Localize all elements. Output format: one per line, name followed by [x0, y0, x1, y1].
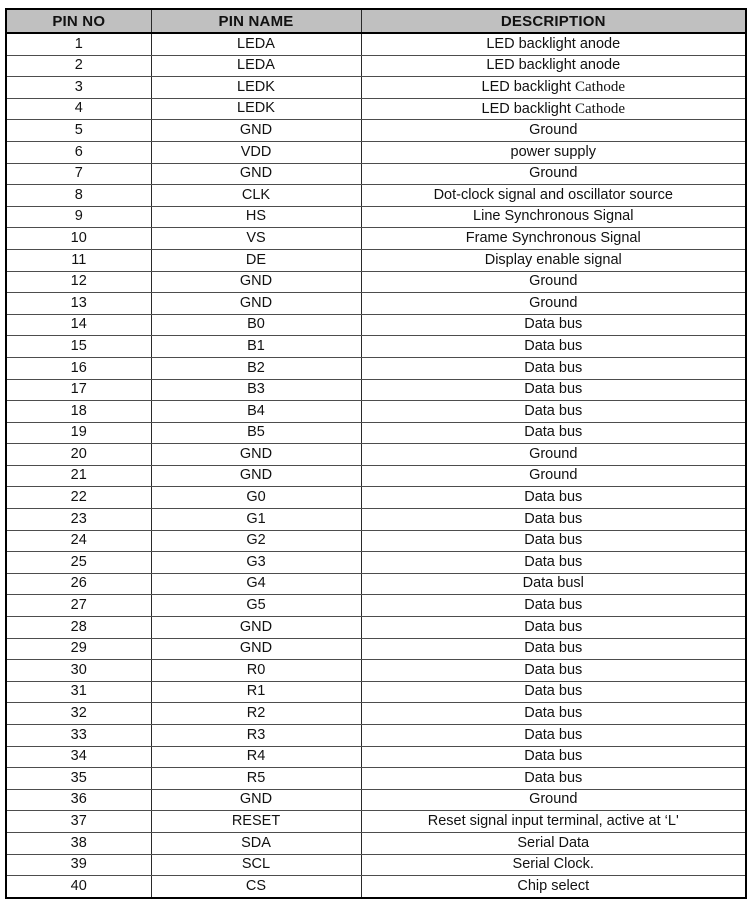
pin-no-cell: 19	[6, 422, 151, 444]
description-cell: Data bus	[361, 681, 746, 703]
description-cell: Data bus	[361, 487, 746, 509]
pin-name-cell: R2	[151, 703, 361, 725]
pin-name-cell: GND	[151, 638, 361, 660]
table-row	[6, 271, 746, 293]
pin-name-cell: R1	[151, 681, 361, 703]
description-cell: Data busl	[361, 573, 746, 595]
description-cell: Chip select	[361, 876, 746, 898]
table-row	[6, 33, 746, 55]
description-cell: Frame Synchronous Signal	[361, 228, 746, 250]
description-cell	[361, 77, 746, 99]
pin-no-cell: 37	[6, 811, 151, 833]
description-cell: Dot-clock signal and oscillator source	[361, 185, 746, 207]
table-row	[6, 98, 746, 120]
pin-name-cell: SCL	[151, 854, 361, 876]
column-header-description: DESCRIPTION	[361, 9, 746, 33]
description-cell: Data bus	[361, 401, 746, 423]
pin-no-cell: 23	[6, 509, 151, 531]
pin-no-cell: 21	[6, 465, 151, 487]
description-text: LED backlight	[481, 79, 571, 96]
pin-no-cell: 34	[6, 746, 151, 768]
pin-no-cell: 8	[6, 185, 151, 207]
table-row	[6, 77, 746, 99]
pin-no-cell: 22	[6, 487, 151, 509]
pin-no-cell: 9	[6, 206, 151, 228]
pin-no-cell: 32	[6, 703, 151, 725]
table-row	[6, 357, 746, 379]
description-cell: Data bus	[361, 314, 746, 336]
pin-name-cell: R0	[151, 660, 361, 682]
description-text: LED backlight	[481, 100, 571, 117]
table-row	[6, 552, 746, 574]
description-cell: Ground	[361, 163, 746, 185]
pin-name-cell: G4	[151, 573, 361, 595]
pin-no-cell: 33	[6, 725, 151, 747]
description-cell	[361, 98, 746, 120]
pin-name-cell: G2	[151, 530, 361, 552]
description-cell: Data bus	[361, 703, 746, 725]
pin-no-cell: 12	[6, 271, 151, 293]
pin-name-cell: CS	[151, 876, 361, 898]
description-text-serif: Cathode	[575, 79, 625, 96]
table-row	[6, 163, 746, 185]
pin-no-cell: 40	[6, 876, 151, 898]
pin-no-cell: 30	[6, 660, 151, 682]
description-cell: Ground	[361, 789, 746, 811]
pin-no-cell: 1	[6, 33, 151, 55]
description-cell: Ground	[361, 465, 746, 487]
table-row	[6, 876, 746, 898]
pin-name-cell: G3	[151, 552, 361, 574]
pin-name-cell: G0	[151, 487, 361, 509]
table-row	[6, 681, 746, 703]
pin-description-table	[5, 8, 747, 899]
table-row	[6, 832, 746, 854]
table-row	[6, 509, 746, 531]
pin-no-cell: 39	[6, 854, 151, 876]
table-row	[6, 595, 746, 617]
pin-no-cell: 10	[6, 228, 151, 250]
description-cell: Data bus	[361, 768, 746, 790]
table-row	[6, 465, 746, 487]
pin-name-cell: VDD	[151, 141, 361, 163]
pin-name-cell: GND	[151, 163, 361, 185]
pin-no-cell: 26	[6, 573, 151, 595]
pin-name-cell: GND	[151, 120, 361, 142]
description-cell: Data bus	[361, 357, 746, 379]
table-row	[6, 401, 746, 423]
table-row	[6, 293, 746, 315]
pin-no-cell: 18	[6, 401, 151, 423]
description-cell: Reset signal input terminal, active at ‘L'	[361, 811, 746, 833]
pin-name-cell: GND	[151, 617, 361, 639]
table-row	[6, 660, 746, 682]
pin-no-cell: 24	[6, 530, 151, 552]
pin-name-cell: GND	[151, 465, 361, 487]
pin-name-cell: R5	[151, 768, 361, 790]
description-cell: Data bus	[361, 725, 746, 747]
pin-name-cell: GND	[151, 293, 361, 315]
description-cell: Data bus	[361, 660, 746, 682]
table-row	[6, 185, 746, 207]
description-cell: Serial Data	[361, 832, 746, 854]
pin-no-cell: 36	[6, 789, 151, 811]
pin-name-cell: R3	[151, 725, 361, 747]
pin-name-cell: LEDA	[151, 33, 361, 55]
description-cell: Serial Clock.	[361, 854, 746, 876]
pin-no-cell: 28	[6, 617, 151, 639]
pin-no-cell: 14	[6, 314, 151, 336]
pin-no-cell: 38	[6, 832, 151, 854]
pin-name-cell: B5	[151, 422, 361, 444]
table-row	[6, 703, 746, 725]
description-cell: LED backlight anode	[361, 33, 746, 55]
table-row	[6, 617, 746, 639]
pin-no-cell: 11	[6, 249, 151, 271]
pin-name-cell: VS	[151, 228, 361, 250]
pin-no-cell: 25	[6, 552, 151, 574]
pin-name-cell: CLK	[151, 185, 361, 207]
pin-no-cell: 31	[6, 681, 151, 703]
description-cell: Data bus	[361, 422, 746, 444]
pin-name-cell: SDA	[151, 832, 361, 854]
pin-name-cell: G1	[151, 509, 361, 531]
description-cell: Data bus	[361, 638, 746, 660]
table-row	[6, 444, 746, 466]
pin-name-cell: B2	[151, 357, 361, 379]
pin-name-cell: R4	[151, 746, 361, 768]
table-row	[6, 768, 746, 790]
pin-name-cell: B0	[151, 314, 361, 336]
description-cell: Data bus	[361, 595, 746, 617]
pin-name-cell: B3	[151, 379, 361, 401]
table-row	[6, 811, 746, 833]
table-row	[6, 228, 746, 250]
table-row	[6, 206, 746, 228]
description-cell: Data bus	[361, 379, 746, 401]
pin-no-cell: 3	[6, 77, 151, 99]
description-cell: Ground	[361, 293, 746, 315]
table-row	[6, 725, 746, 747]
pin-name-cell: HS	[151, 206, 361, 228]
pin-no-cell: 6	[6, 141, 151, 163]
pin-no-cell: 5	[6, 120, 151, 142]
description-text-serif: Cathode	[575, 100, 625, 117]
table-body	[6, 33, 746, 898]
description-cell: Display enable signal	[361, 249, 746, 271]
description-cell: Ground	[361, 444, 746, 466]
pin-name-cell: DE	[151, 249, 361, 271]
table-row	[6, 379, 746, 401]
table-row	[6, 854, 746, 876]
pin-name-cell: LEDK	[151, 77, 361, 99]
description-cell: Line Synchronous Signal	[361, 206, 746, 228]
pin-no-cell: 15	[6, 336, 151, 358]
table-row	[6, 487, 746, 509]
table-row	[6, 638, 746, 660]
pin-name-cell: LEDK	[151, 98, 361, 120]
pin-name-cell: GND	[151, 444, 361, 466]
column-header-pin-name: PIN NAME	[151, 9, 361, 33]
description-cell: Data bus	[361, 746, 746, 768]
pin-name-cell: GND	[151, 789, 361, 811]
pin-name-cell: RESET	[151, 811, 361, 833]
table-row	[6, 336, 746, 358]
table-row	[6, 573, 746, 595]
table-row	[6, 120, 746, 142]
table-row	[6, 141, 746, 163]
description-cell: Data bus	[361, 509, 746, 531]
pin-no-cell: 13	[6, 293, 151, 315]
pin-no-cell: 16	[6, 357, 151, 379]
description-cell: Data bus	[361, 336, 746, 358]
description-cell: power supply	[361, 141, 746, 163]
table-row	[6, 422, 746, 444]
table-row	[6, 314, 746, 336]
description-cell: Data bus	[361, 552, 746, 574]
table-row	[6, 55, 746, 77]
table-header	[6, 9, 746, 33]
table-row	[6, 789, 746, 811]
table-row	[6, 530, 746, 552]
pin-name-cell: LEDA	[151, 55, 361, 77]
pin-no-cell: 20	[6, 444, 151, 466]
pin-name-cell: G5	[151, 595, 361, 617]
table-row	[6, 746, 746, 768]
header-row	[6, 9, 746, 33]
pin-no-cell: 7	[6, 163, 151, 185]
pin-no-cell: 4	[6, 98, 151, 120]
pin-name-cell: B1	[151, 336, 361, 358]
pin-no-cell: 17	[6, 379, 151, 401]
pin-no-cell: 35	[6, 768, 151, 790]
pin-name-cell: B4	[151, 401, 361, 423]
table-row	[6, 249, 746, 271]
description-cell: Data bus	[361, 530, 746, 552]
pin-no-cell: 29	[6, 638, 151, 660]
pin-no-cell: 2	[6, 55, 151, 77]
description-cell: LED backlight anode	[361, 55, 746, 77]
description-cell: Ground	[361, 120, 746, 142]
pin-no-cell: 27	[6, 595, 151, 617]
column-header-pin-no: PIN NO	[6, 9, 151, 33]
pin-name-cell: GND	[151, 271, 361, 293]
description-cell: Ground	[361, 271, 746, 293]
description-cell: Data bus	[361, 617, 746, 639]
